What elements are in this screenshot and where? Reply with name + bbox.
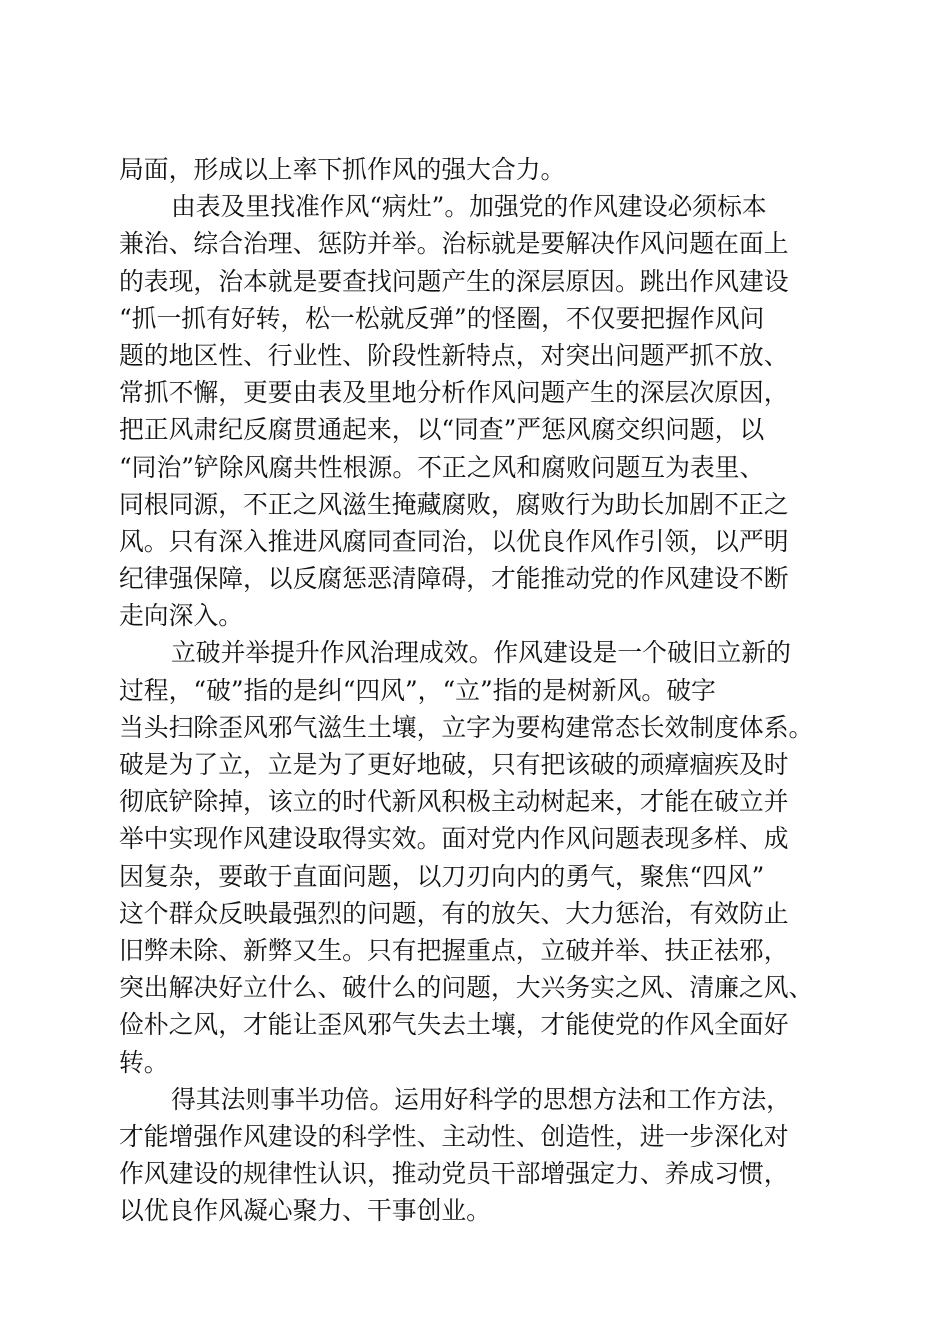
text-line: 以优良作风凝心聚力、干事创业。 xyxy=(119,1196,491,1226)
text-line: “抓一抓有好转，松一松就反弹”的怪圈，不仅要把握作风问 xyxy=(119,303,765,333)
text-line: 题的地区性、行业性、阶段性新特点，对突出问题严抓不放、 xyxy=(119,340,789,370)
text-line: 走向深入。 xyxy=(119,601,243,631)
text-line: “同治”铲除风腐共性根源。不正之风和腐败问题互为表里、 xyxy=(119,452,765,482)
text-line: 立破并举提升作风治理成效。作风建设是一个破旧立新的 xyxy=(171,638,791,668)
text-line: 作风建设的规律性认识，推动党员干部增强定力、养成习惯， xyxy=(119,1159,789,1189)
text-line: 兼治、综合治理、惩防并举。治标就是要解决作风问题在面上 xyxy=(119,229,789,259)
text-line: 同根同源，不正之风滋生掩藏腐败，腐败行为助长加剧不正之 xyxy=(119,489,789,519)
text-line: 破是为了立，立是为了更好地破，只有把该破的顽瘴痼疾及时 xyxy=(119,750,789,779)
text-line: 因复杂，要敢于直面问题，以刀刃向内的勇气，聚焦“四风” xyxy=(119,861,765,891)
text-line: 转。 xyxy=(119,1047,169,1077)
text-line: 局面，形成以上率下抓作风的强大合力。 xyxy=(119,155,566,184)
text-line: 的表现，治本就是要查找问题产生的深层原因。跳出作风建设 xyxy=(119,266,789,296)
text-line: 彻底铲除掉，该立的时代新风积极主动树起来，才能在破立并 xyxy=(119,787,789,817)
text-line: 过程，“破”指的是纠“四风”，“立”指的是树新风。破字 xyxy=(119,675,716,705)
text-line: 这个群众反映最强烈的问题，有的放矢、大力惩治，有效防止 xyxy=(119,898,789,928)
text-line: 把正风肃纪反腐贯通起来，以“同查”严惩风腐交织问题，以 xyxy=(119,415,765,445)
text-line: 得其法则事半功倍。运用好科学的思想方法和工作方法， xyxy=(171,1084,791,1114)
text-line: 当头扫除歪风邪气滋生土壤，立字为要构建常态长效制度体系。 xyxy=(119,712,814,742)
text-line: 才能增强作风建设的科学性、主动性、创造性，进一步深化对 xyxy=(119,1121,789,1151)
text-line: 俭朴之风，才能让歪风邪气失去土壤，才能使党的作风全面好 xyxy=(119,1010,789,1040)
text-line: 旧弊未除、新弊又生。只有把握重点，立破并举、扶正祛邪， xyxy=(119,935,789,965)
text-line: 举中实现作风建设取得实效。面对党内作风问题表现多样、成 xyxy=(119,824,789,854)
text-line: 风。只有深入推进风腐同查同治，以优良作风作引领，以严明 xyxy=(119,526,789,556)
text-line: 纪律强保障，以反腐惩恶清障碍，才能推动党的作风建设不断 xyxy=(119,564,789,594)
body-text xyxy=(119,151,839,1229)
text-line: 常抓不懈，更要由表及里地分析作风问题产生的深层次原因， xyxy=(119,378,789,408)
text-line: 由表及里找准作风“病灶”。加强党的作风建设必须标本 xyxy=(171,192,767,222)
text-line: 突出解决好立什么、破什么的问题，大兴务实之风、清廉之风、 xyxy=(119,973,814,1003)
